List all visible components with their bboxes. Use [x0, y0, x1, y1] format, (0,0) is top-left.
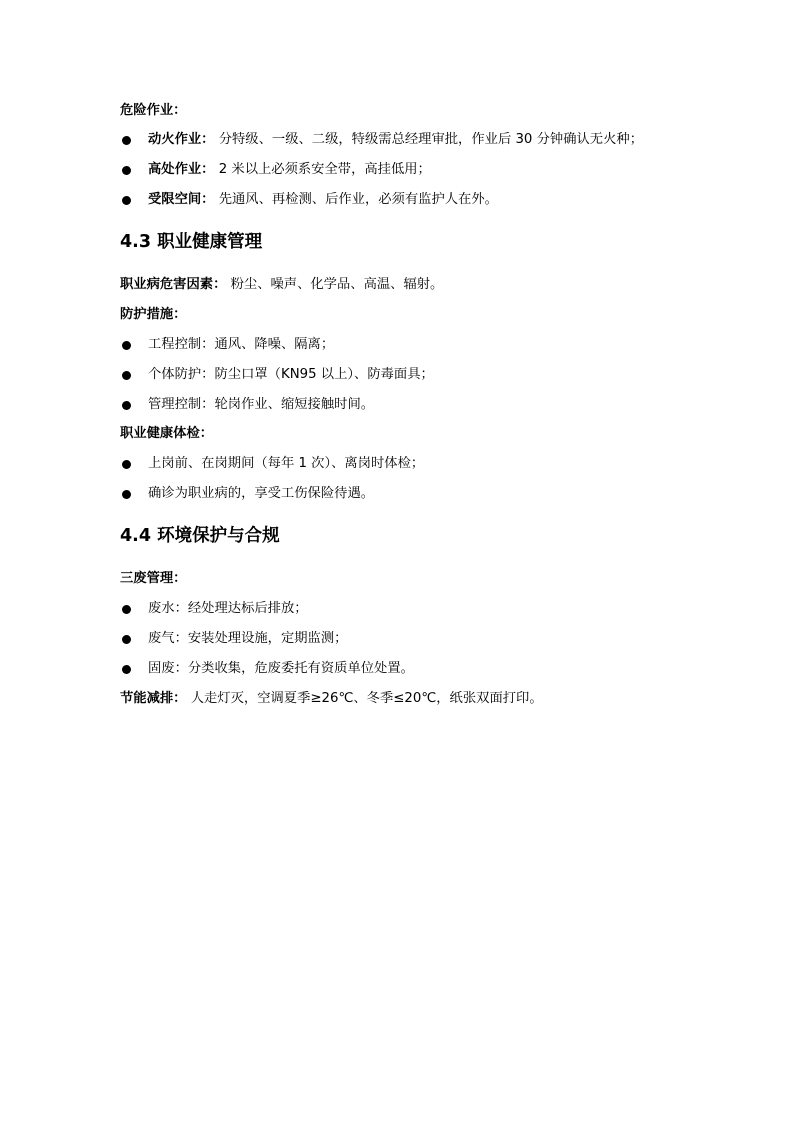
hazardous-work-title — [120, 102, 186, 120]
list-item-hot-work — [120, 131, 643, 149]
list-item-height-work — [120, 161, 431, 179]
list-item — [120, 396, 374, 414]
section-heading-4-4: 4.4 环境保护与合规 — [120, 526, 280, 546]
protection-title-text: 防护措施： — [120, 307, 187, 322]
bullet-icon — [122, 605, 131, 614]
list-item-text: 2 米以上必须系安全带，高挂低用； — [214, 162, 431, 177]
bullet-icon — [122, 635, 131, 644]
list-item-text: 废水：经处理达标后排放； — [148, 601, 308, 616]
list-item — [120, 366, 434, 384]
list-item-text: 先通风、再检测、后作业，必须有监护人在外。 — [214, 192, 498, 207]
list-item-label: 动火作业： — [148, 132, 215, 147]
waste-management-title — [120, 570, 186, 588]
list-item — [120, 630, 347, 648]
list-item — [120, 485, 374, 503]
bullet-icon — [122, 371, 131, 380]
list-item-text: 上岗前、在岗期间（每年 1 次）、离岗时体检； — [148, 456, 425, 471]
list-item — [120, 660, 414, 678]
health-exam-title-text: 职业健康体检： — [120, 426, 214, 441]
health-exam-title — [120, 425, 213, 443]
list-item — [120, 600, 308, 618]
bullet-icon — [122, 196, 131, 205]
list-item-label: 受限空间： — [148, 192, 215, 207]
bullet-icon — [122, 401, 131, 410]
list-item-confined-space — [120, 191, 498, 209]
bullet-icon — [122, 136, 131, 145]
list-item-label: 高处作业： — [148, 162, 215, 177]
list-item-text: 管理控制：轮岗作业、缩短接触时间。 — [148, 397, 375, 412]
list-item-text: 废气：安装处理设施，定期监测； — [148, 631, 348, 646]
waste-management-title-text: 三废管理： — [120, 571, 187, 586]
occupational-hazards-label: 职业病危害因素： — [120, 277, 227, 292]
protection-title — [120, 306, 186, 324]
bullet-icon — [122, 460, 131, 469]
list-item-text: 固废：分类收集，危废委托有资质单位处置。 — [148, 661, 414, 676]
hazardous-work-title-text: 危险作业： — [120, 103, 187, 118]
bullet-icon — [122, 665, 131, 674]
bullet-icon — [122, 166, 131, 175]
list-item — [120, 336, 334, 354]
occupational-hazards-text: 粉尘、噪声、化学品、高温、辐射。 — [226, 277, 444, 292]
bullet-icon — [122, 490, 131, 499]
occupational-hazards — [120, 276, 443, 294]
energy-saving-text: 人走灯灭，空调夏季≥26℃、冬季≤20℃，纸张双面打印。 — [186, 691, 543, 706]
list-item-text: 分特级、一级、二级，特级需总经理审批，作业后 30 分钟确认无火种； — [214, 132, 643, 147]
list-item-text: 确诊为职业病的，享受工伤保险待遇。 — [148, 486, 375, 501]
energy-saving-label: 节能减排： — [120, 691, 187, 706]
section-heading-4-3: 4.3 职业健康管理 — [120, 232, 263, 252]
list-item-text: 工程控制：通风、降噪、隔离； — [148, 337, 335, 352]
list-item — [120, 455, 424, 473]
bullet-icon — [122, 341, 131, 350]
energy-saving — [120, 690, 543, 708]
list-item-text: 个体防护：防尘口罩（KN95 以上）、防毒面具； — [148, 367, 434, 382]
